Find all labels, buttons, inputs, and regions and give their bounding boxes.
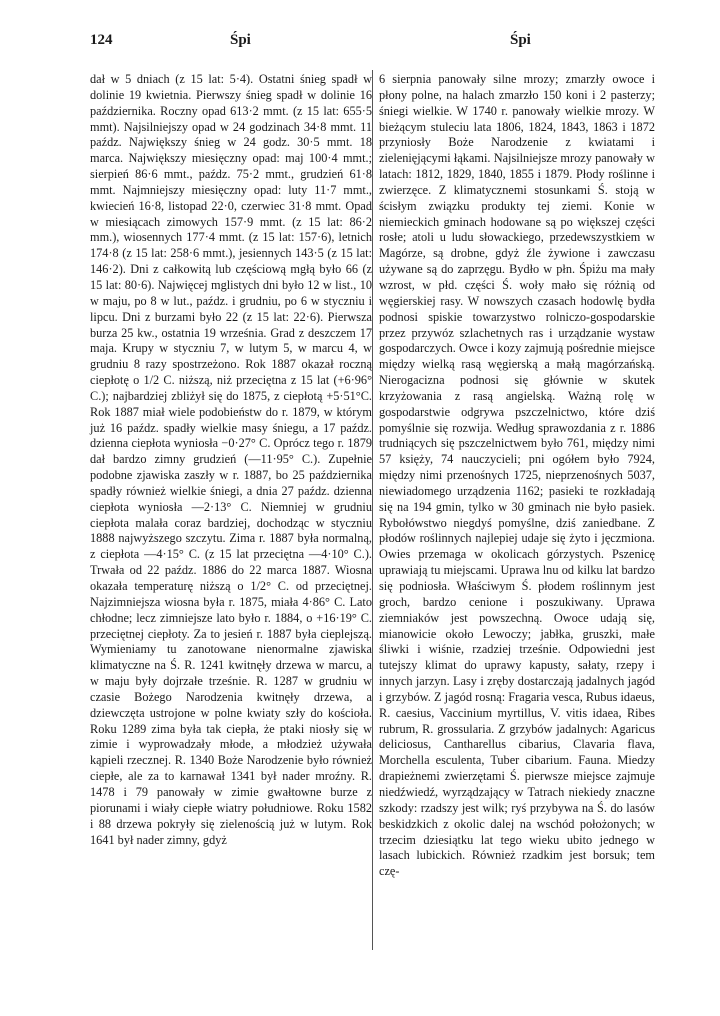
- page-header: [90, 32, 670, 56]
- headword-left: Śpi: [230, 32, 251, 48]
- left-column: [90, 72, 372, 848]
- headword-right: Śpi: [510, 32, 531, 48]
- right-column: [379, 72, 655, 880]
- column-divider: [372, 70, 373, 950]
- right-column-text: 6 sierpnia panowały silne mrozy; zmarzły owoce i płony polne, na halach zmarzło 150 koni i 2 pasterzy; śniegi wielkie. W 1740 r. panowały wielkie mrozy. W bieżącym stuleciu lata 1806, 1824, 1843, 1863 i 1872 przyniosły Boże Narodzenie z kwiatami i zielenięjącymi łąkami. Najsilniejsze mrozy panowały w latach: 1812, 1829, 1840, 1855 i 1879. Płody roślinne i zwierzęce. Z klimatycznemi stosunkami Ś. stoją w ścisłym związku produkty tej ziemi. Konie w niemieckich gminach hodowane są po większej części rosłe; atoli u ludu słowackiego, przedewszystkiem w Magórze, są drobne, gdyż źle żywione i zawczasu używane są do zaprzęgu. Bydło w płn. Śpiżu ma mały wzrost, w płd. części Ś. woły mało się różnią od węgierskiej rasy. W nowszych czasach hodowlę bydła podnosi spiskie towarzystwo rolniczo-gospodarskie przez przywóz szlachetnych ras i urządzanie wystaw gospodarczych. Owce i kozy zajmują pośrednie miejsce między wielką rasą węgierską a małą magórzańską. Nierogacizna podnosi się głównie w skutek krzyżowania z rasą angielską. Ważną rolę w gospodarstwie odgrywa pszczelnictwo, które dziś pomyślnie się rozwija. Według sprawozdania z r. 1886 trudniących się pszczelnictwem było 761, między nimi 57 księży, 74 nauczycieli; pni ogółem było 7924, między nimi przenośnych 1725, nieprzenośnych 5037, niewiadomego urządzenia 1162; pasieki te rozkładają się na 194 gmin, tylko w 30 gminach nie było pasiek. Rybołówstwo niegdyś pomyślne, dziś zaniedbane. Z płodów roślinnych najlepiej udaje się żyto i jęczmiona. Owies przemaga w okolicach górzystych. Pszenicę uprawiają tu miejscami. Uprawa lnu od kilku lat bardzo się podniosła. Właściwym Ś. płodem roślinnym jest groch, bardzo cenione i poszukiwany. Uprawa ziemniaków jest powszechną. Owoce udają się, mianowicie około Lewoczy; jabłka, gruszki, małe śliwki i wiśnie, rzadziej trześnie. Odpowiedni jest tutejszy klimat do uprawy kapusty, sałaty, rzepy i innych jarzyn. Lasy i zręby dostarczają jadalnych jagód i grzybów. Z jagód rosną: Fragaria vesca, Rubus idaeus, R. caesius, Vaccinium myrtillus, V. vitis idaea, Ribes rubrum, R. grossularia. Z grzybów jadalnych: Agaricus deliciosus, Cantharellus cibarius, Clavaria flava, Morchella esculenta, Tuber cibarium. Fauna. Miedzy drapieżnemi zwierzętami Ś. pierwsze miejsce zajmuje niedźwiedź, wyrządzający w Tatrach niekiedy znaczne szkody: rzadszy jest wilk; ryś przybywa na Ś. do lasów beskidzkich z okolic dalej na wschód położonych; w trzecim dziesiątku lat tego wieku ubito jednego w lasach lubickich. Również rzadkim jest borsuk; tem czę-: [379, 72, 655, 879]
- left-column-text: dał w 5 dniach (z 15 lat: 5·4). Ostatni śnieg spadł w dolinie 19 kwietnia. Pierwszy śnieg spadł w dolinie 16 października. Roczny opad 613·2 mmt. (z 15 lat: 655·5 mmt). Najsilniejszy opad w 24 godzinach 34·8 mmt. 11 paźdz. Największy śnieg w 24 godz. 30·5 mmt. 18 marca. Największy miesięczny opad: maj 100·4 mmt.; sierpień 86·6 mmt., paźdz. 75·2 mmt., grudzień 61·8 mmt. Najmniejszy miesięczny opad: luty 11·7 mmt., kwiecień 16·8, listopad 22·0, czerwiec 31·8 mmt. Opad w miesiącach zimowych 157·9 mmt. (z 15 lat: 86·2 mm.), wiosennych 177·4 mmt. (z 15 lat: 157·6), letnich 174·8 (z 15 lat: 258·6 mmt.), jesiennych 143·5 (z 15 lat: 146·2). Dni z całkowitą lub częściową mgłą było 66 (z 15 lat: 80·6). Najwięcej mglistych dni było 12 w list., 10 w maju, po 8 w lut., paźdz. i grudniu, po 6 w styczniu i lipcu. Dni z burzami było 22 (z 15 lat: 22·6). Pierwsza burza 25 kw., ostatnia 19 września. Grad z deszczem 17 maja. Krupy w styczniu 7, w lutym 5, w marcu 4, w grudniu 8 razy spostrzeżono. Rok 1887 okazał roczną ciepłotę o 1/2 C. niższą, niż przeciętna z 15 lat (+6·96° C.); najbardziej zbliżył się do 1875, z ciepłotą +5·51°C. Rok 1887 miał wiele podobieństw do r. 1879, w którym już 16 paźdz. spadły wielkie masy śniegu, a 17 paźdz. dzienna ciepłota wyniosła −0·27° C. Oprócz tego r. 1879 dał bardzo zimny grudzień (—11·95° C.). Zupełnie podobne zjawiska zaszły w r. 1887, bo 25 października spadły również wielkie śniegi, a dnia 27 paźdz. dzienna ciepłota wyniosła —2·13° C. Niemniej w grudniu ciepłota malała coraz bardziej, dochodząc w styczniu 1888 najwyższego szczytu. Zima r. 1887 była normalną, z ciepłota —4·15° C. (z 15 lat przeciętna —4·10° C.). Trwała od 22 paźdz. 1886 do 22 marca 1887. Wiosna okazała temperaturę niższą o 1/2° C. od przeciętnej. Najzimniejsza wiosna była r. 1875, miała 4·86° C. Lato chłodne; lecz zimniejsze lato było r. 1884, o +16·19° C. przeciętnej ciepłoty. Za to jesień r. 1887 była cieplejszą. Wymieniamy tu zanotowane nienormalne zjawiska klimatyczne na Ś. R. 1241 kwitnęły drzewa w marcu, a w maju były dojrzałe trześnie. R. 1287 w grudniu w czasie Bożego Narodzenia kwitnęły drzewa, a dziewczęta ustrojone w polne kwiaty szły do kościoła. Roku 1289 zima była tak ciepła, że ptaki niosły się w zimie i wyprowadzały młode, a młodzież używała kąpieli rzecznej. R. 1340 Boże Narodzenie było również ciepłe, ale za to karnawał 1341 był nader mroźny. R. 1478 i 79 panowały w zimie gwałtowne burze z piorunami i wiały ciepłe wiatry południowe. Roku 1582 i 88 drzewa pokryły się zielenością już w lutym. Rok 1641 był nader zimny, gdyż: [90, 72, 372, 847]
- page-number: 124: [90, 32, 113, 48]
